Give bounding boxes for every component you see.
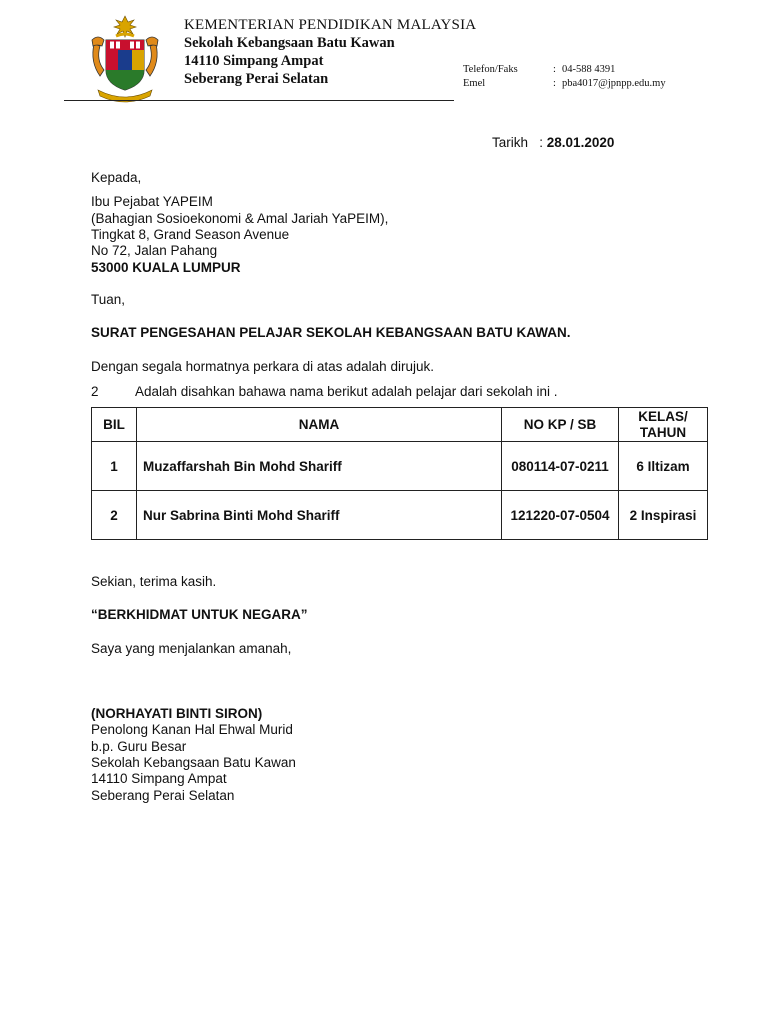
recipient-line: Ibu Pejabat YAPEIM: [91, 194, 213, 209]
letter-subject: SURAT PENGESAHAN PELAJAR SEKOLAH KEBANGSAAN BATU KAWAN.: [91, 325, 571, 340]
signatory-line: b.p. Guru Besar: [91, 739, 187, 754]
signatory-line: Sekolah Kebangsaan Batu Kawan: [91, 755, 296, 770]
school-name: Sekolah Kebangsaan Batu Kawan: [184, 35, 395, 51]
table-header-row: [92, 408, 708, 442]
cell-nokp: 121220-07-0504: [502, 491, 619, 540]
letterhead: [184, 16, 476, 88]
contact-email: [463, 77, 666, 91]
motto: “BERKHIDMAT UNTUK NEGARA”: [91, 607, 308, 622]
table-row: [92, 442, 708, 491]
contact-label: Emel: [463, 78, 486, 89]
paragraph-2-number: 2: [91, 384, 99, 399]
header-kelas: [619, 408, 708, 442]
cell-bil: 1: [92, 442, 137, 491]
signatory-line: Seberang Perai Selatan: [91, 788, 235, 803]
cell-bil: 2: [92, 491, 137, 540]
recipient-line: Tingkat 8, Grand Season Avenue: [91, 227, 290, 242]
contact-separator: :: [553, 64, 556, 75]
date-label: Tarikh: [492, 135, 529, 150]
paragraph-1: Dengan segala hormatnya perkara di atas adalah dirujuk.: [91, 359, 434, 374]
letter-date: Tarikh : 28.01.2020: [492, 135, 615, 150]
header-nokp: NO KP / SB: [502, 408, 619, 442]
school-district: Seberang Perai Selatan: [184, 71, 329, 87]
signatory-name: (NORHAYATI BINTI SIRON): [91, 706, 263, 721]
table-row: [92, 491, 708, 540]
recipient-greeting: Kepada,: [91, 170, 142, 185]
cell-kelas: 6 Iltizam: [619, 442, 708, 491]
salutation: Tuan,: [91, 292, 126, 307]
contact-block: [463, 63, 666, 91]
header-kelas-line2: TAHUN: [639, 424, 687, 440]
contact-value: pba4017@jpnpp.edu.my: [562, 78, 666, 89]
header-divider: [64, 100, 454, 101]
date-value: 28.01.2020: [546, 135, 615, 150]
cell-kelas: 2 Inspirasi: [619, 491, 708, 540]
signatory-line: Penolong Kanan Hal Ehwal Murid: [91, 722, 293, 737]
recipient-line: No 72, Jalan Pahang: [91, 243, 218, 258]
cell-nama: Nur Sabrina Binti Mohd Shariff: [137, 491, 502, 540]
recipient-line: (Bahagian Sosioekonomi & Amal Jariah YaPEIM),: [91, 211, 389, 226]
closing: Sekian, terima kasih.: [91, 574, 217, 589]
trust-line: Saya yang menjalankan amanah,: [91, 641, 292, 656]
student-table: [91, 407, 708, 540]
cell-nokp: 080114-07-0211: [502, 442, 619, 491]
school-postcode-town: 14110 Simpang Ampat: [184, 53, 324, 69]
header-bil: BIL: [92, 408, 137, 442]
contact-label: Telefon/Faks: [463, 64, 518, 75]
signatory-line: 14110 Simpang Ampat: [91, 771, 227, 786]
header-nama: NAMA: [137, 408, 502, 442]
header-kelas-line1: KELAS/: [638, 408, 688, 424]
recipient-postcode-city: 53000 KUALA LUMPUR: [91, 260, 241, 275]
contact-separator: :: [553, 78, 556, 89]
contact-phone: [463, 63, 666, 77]
ministry-name: KEMENTERIAN PENDIDIKAN MALAYSIA: [184, 17, 477, 33]
contact-value: 04-588 4391: [562, 64, 616, 75]
cell-nama: Muzaffarshah Bin Mohd Shariff: [137, 442, 502, 491]
coat-of-arms-icon: [86, 14, 164, 104]
paragraph-2-text: Adalah disahkan bahawa nama berikut adalah pelajar dari sekolah ini .: [135, 384, 558, 399]
